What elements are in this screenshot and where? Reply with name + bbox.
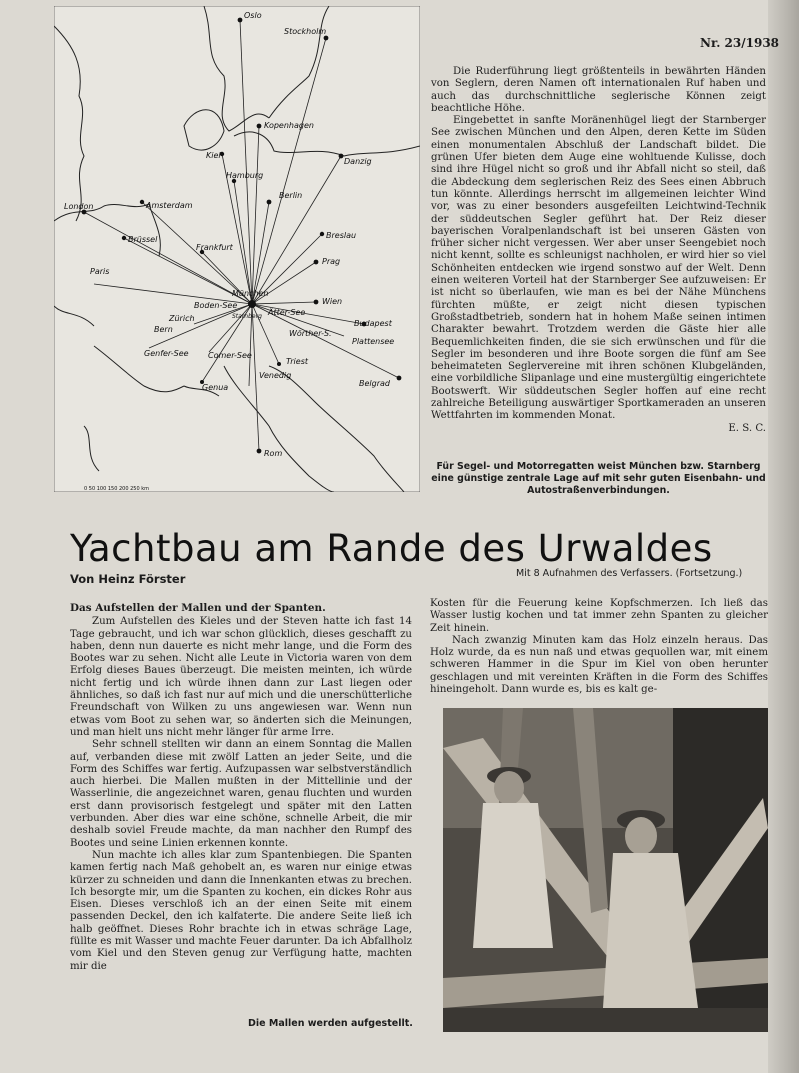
city-label: Stockholm (284, 27, 327, 36)
city-label: Kopenhagen (264, 121, 314, 130)
city-label: München (232, 289, 269, 298)
photo-caption: Die Mallen werden aufgestellt. (248, 1018, 413, 1029)
city-label: London (64, 202, 94, 211)
article-credit: Mit 8 Aufnahmen des Verfassers. (Fortsetzung.) (516, 568, 743, 579)
city-label: Triest (286, 357, 309, 366)
city-label: Berlin (279, 191, 303, 200)
city-label: Kiel (206, 151, 221, 160)
map-svg (54, 6, 420, 492)
column-top-right (431, 66, 766, 435)
city-label: Zürich (169, 314, 195, 323)
city-label: Prag (322, 257, 341, 266)
page-fold-shadow (768, 0, 799, 1073)
city-label: Frankfurt (196, 243, 233, 252)
regatta-map (54, 6, 420, 492)
city-label: Genfer-See (144, 349, 189, 358)
city-label: Venedig (259, 371, 292, 380)
city-label: Amsterdam (146, 201, 193, 210)
article-title: Yachtbau am Rande des Urwaldes (70, 527, 713, 570)
city-label: Paris (90, 267, 110, 276)
city-label: Budapest (354, 319, 392, 328)
city-label: Hamburg (226, 171, 264, 180)
paragraph: Sehr schnell stellten wir dann an einem Sonntag die Mallen auf, verbanden diese mit zwölf Latten an jeder Seite, und die Form des Schiffes war fertig. Aufzupassen war selbstverständlich auch hierbei. Die Mallen mußten in der Mittellinie und der Wasserlinie, die angezeichnet waren, genau fluchten und wurden erst dann provisorisch festgelegt und später mit den Latten verbunden. Aber dies war eine schöne, schnelle Arbeit, die mir deshalb soviel Freude machte, da man nachher den Rumpf des Bootes und seine Linien erkennen konnte. (70, 739, 412, 849)
paragraph: Kosten für die Feuerung keine Kopfschmerzen. Ich ließ das Wasser lustig kochen und tat immer zehn Spanten zu gleicher Zeit hinein. (430, 598, 768, 634)
article-byline: Von Heinz Förster (70, 572, 186, 586)
city-label: Wörther-S. (289, 329, 332, 338)
photo-illustration (443, 708, 768, 1032)
column-right (430, 598, 768, 696)
section-subhead: Das Aufstellen der Mallen und der Spanten. (70, 602, 326, 614)
city-label: Oslo (244, 11, 262, 20)
city-label: Rom (264, 449, 283, 458)
city-label: Brüssel (128, 235, 158, 244)
city-label: Starnberg (232, 313, 262, 320)
signature: E. S. C. (728, 422, 766, 434)
paragraph: Eingebettet in sanfte Moränenhügel liegt der Starnberger See zwischen München und den Alpen, deren Kette im Süden einen monumentalen Abschluß der Landschaft bildet. Die grünen Ufer bieten dem Auge eine wohltuende Kulisse, doch sind ihre Hügel nicht so groß und ihr Abfall nicht so steil, daß die Abdeckung dem seglerischen Reiz des Sees einen Abbruch tun könnte. Allerdings herrscht im allgemeinen leichter Wind vor, was zu einer besonders ausgefeilten Leichtwind-Technik der süddeutschen Segler geführt hat. Der Reiz dieser bayerischen Voralpenlandschaft ist bei unseren Gästen von früher sicher nicht vergessen. Wer aber unser Seengebiet noch nicht kennt, sollte es schleunigst nachholen, er wird hier so viel Schönheiten entdecken wie irgend sonstwo auf der Welt. Denn einen weiteren Vorteil hat der Starnberger See aufzuweisen: Er ist nicht so überlaufen, wie man es bei der Nähe Münchens fürchten müßte, er zeigt nicht diesen typischen Großstadtbetrieb, sondern hat in hohem Maße seinen intimen Charakter bewahrt. Trotzdem werden die Gäste hier alle Bequemlichkeiten finden, die sie sich erwünschen und für die Segler im besonderen und ihre Boote sorgen die fünf am See beheimateten Seglervereine mit ihren schönen Klubgeländen, eine vorbildliche Slipanlage und eine mustergültig eingerichtete Bootswerft. Wir süddeutschen Segler hoffen auf eine recht zahlreiche Beteiligung auswärtiger Sportkameraden an unseren Wettfahrten im kommenden Monat. (431, 115, 766, 422)
city-label: Breslau (326, 231, 357, 240)
city-label: Belgrad (359, 379, 390, 388)
paragraph: Nach zwanzig Minuten kam das Holz einzeln heraus. Das Holz wurde, da es nun naß und etwas gequollen war, mit einem schweren Hammer in die Spur im Kiel von oben herunter geschlagen und mit vereinten Kräften in die Form des Schiffes hineingeholt. Dann wurde es, bis es kalt ge- (430, 634, 768, 696)
city-label: Genua (202, 383, 229, 392)
city-label: Ätter-See (268, 308, 306, 317)
city-label: Danzig (344, 157, 372, 166)
city-label: Bern (154, 325, 173, 334)
issue-number: Nr. 23/1938 (700, 36, 780, 50)
paragraph: Nun machte ich alles klar zum Spantenbiegen. Die Spanten kamen fertig nach Maß gehobelt an, es waren nur einige etwas kürzer zu schneiden und dann die Innenkanten etwas zu brechen. Ich besorgte mir, um die Spanten zu kochen, ein dickes Rohr aus Eisen. Dieses verschloß ich an der einen Seite mit einem passenden Deckel, den ich kalfaterte. Die andere Seite ließ ich halb geöffnet. Dieses Rohr brachte ich in etwas schräge Lage, füllte es mit Wasser und machte Feuer darunter. Da ich Abfallholz vom Kiel und den Steven genug zur Verfügung hatte, machten mir die (70, 849, 412, 972)
city-label: Wien (322, 297, 343, 306)
map-scale: 0 50 100 150 200 250 km (84, 486, 150, 492)
paragraph: Die Ruderführung liegt größtenteils in bewährten Händen von Seglern, deren Namen oft internationalen Ruf haben und auch das durchschnittliche seglerische Können zeigt beachtliche Höhe. (431, 66, 766, 114)
city-label: Comer-See (208, 351, 252, 360)
map-caption: Für Segel- und Motorregatten weist München bzw. Starnberg eine günstige zentrale Lage auf mit sehr guten Eisenbahn- und Autostraßenverbindungen. (431, 461, 766, 496)
city-label: Plattensee (352, 337, 395, 346)
city-label: Boden-See (194, 301, 238, 310)
paragraph: Zum Aufstellen des Kieles und der Steven hatte ich fast 14 Tage gebraucht, und ich war schon glücklich, dieses geschafft zu haben, denn nun dauerte es nicht mehr lange, und die Form des Bootes war zu sehen. Nicht alle Leute in Victoria waren von dem Erfolg dieses Baues überzeugt. Die meisten meinten, ich würde nicht fertig und ich würde ihnen dann zur Last liegen oder ähnliches, so daß ich fast nur auf mich und die unerschütterliche Freundschaft von Wilken zu uns angewiesen war. Wenn nun etwas vom Boot zu sehen war, so änderten sich die Meinungen, und man hielt uns nicht mehr länger für arme Irre. (70, 616, 412, 738)
workshop-photo (443, 708, 768, 1032)
column-left (70, 602, 412, 973)
